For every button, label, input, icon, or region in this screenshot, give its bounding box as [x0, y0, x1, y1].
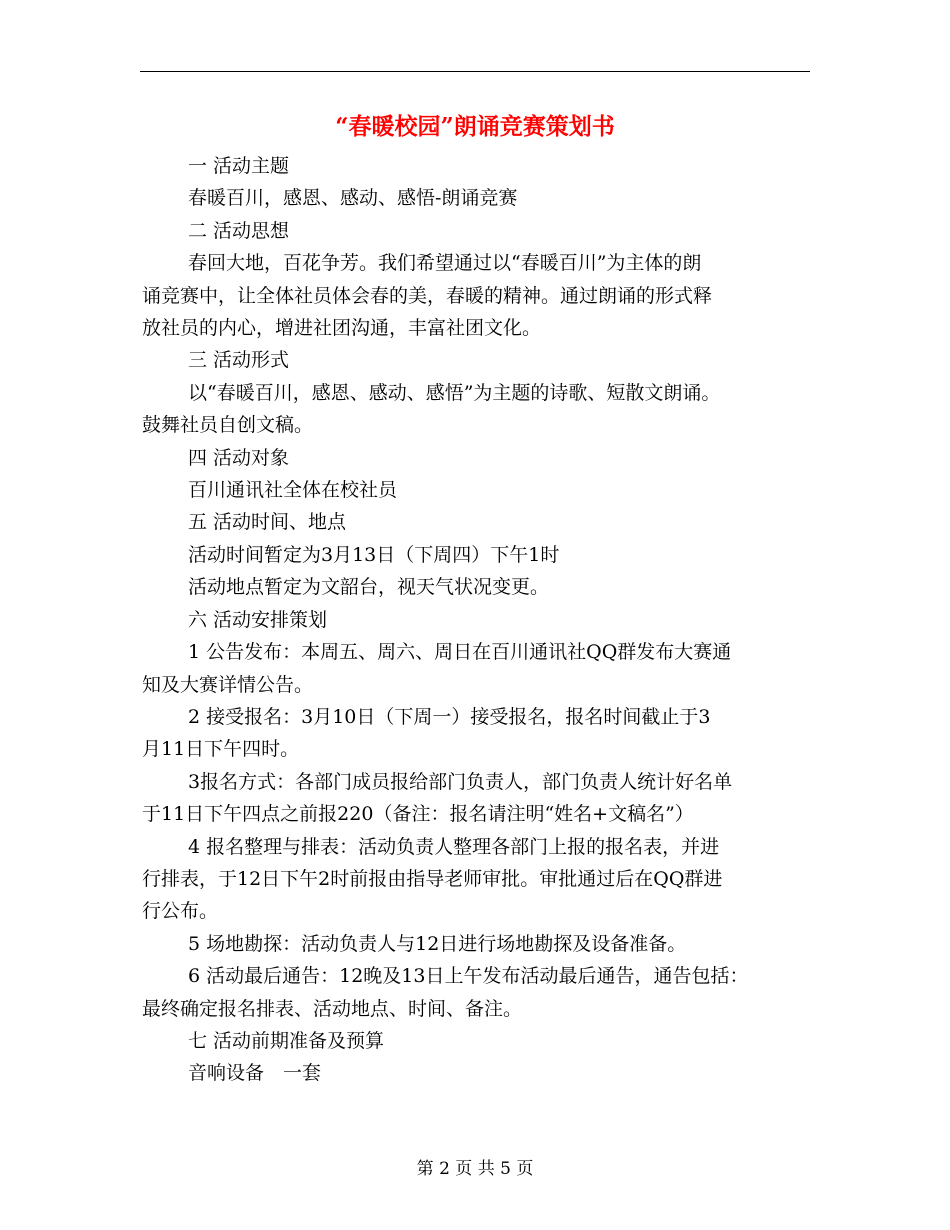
page-number: 第 2 页 共 5 页 — [416, 1159, 534, 1179]
text-line: 百川通讯社全体在校社员 — [188, 479, 398, 502]
text-line: 5 场地勘探：活动负责人与12日进行场地勘探及设备准备。 — [188, 932, 687, 955]
text-line: 五 活动时间、地点 — [188, 511, 347, 534]
document-body — [142, 150, 812, 1090]
text-line: 月11日下午四时。 — [142, 738, 300, 761]
text-line: 行公布。 — [142, 900, 219, 923]
text-line: 6 活动最后通告：12晚及13日上午发布活动最后通告，通告包括： — [188, 965, 749, 988]
text-line: 一 活动主题 — [188, 155, 290, 177]
text-line: 放社员的内心，增进社团沟通，丰富社团文化。 — [142, 317, 542, 340]
text-line: 3报名方式：各部门成员报给部门负责人，部门负责人统计好名单 — [188, 770, 733, 793]
text-line: 活动地点暂定为文韶台，视天气状况变更。 — [188, 576, 550, 599]
text-line: 六 活动安排策划 — [188, 608, 328, 631]
text-line: 1 公告发布：本周五、周六、周日在百川通讯社QQ群发布大赛通 — [188, 641, 732, 664]
text-line: 以“春暖百川，感恩、感动、感悟”为主题的诗歌、短散文朗诵。 — [188, 381, 721, 404]
text-line: 行排表，于12日下午2时前报由指导老师审批。审批通过后在QQ群进 — [142, 867, 723, 890]
text-line: 音响设备 一套 — [188, 1062, 322, 1085]
text-line: 三 活动形式 — [188, 349, 290, 372]
text-line: 春暖百川，感恩、感动、感悟-朗诵竞赛 — [188, 187, 518, 210]
text-line: 四 活动对象 — [188, 446, 290, 469]
text-line: 知及大赛详情公告。 — [142, 673, 314, 696]
text-line: 二 活动思想 — [188, 219, 290, 242]
text-line: 七 活动前期准备及预算 — [188, 1029, 385, 1052]
text-line: 活动时间暂定为3月13日（下周四）下午1时 — [188, 543, 560, 566]
text-line: 鼓舞社员自创文稿。 — [142, 414, 314, 437]
header-rule — [140, 71, 810, 72]
text-line: 诵竞赛中，让全体社员体会春的美，春暖的精神。通过朗诵的形式释 — [142, 284, 713, 307]
text-line: 于11日下午四点之前报220（备注：报名请注明“姓名+文稿名”） — [142, 803, 694, 826]
document-title: “春暖校园”朗诵竞赛策划书 — [335, 113, 615, 140]
text-line: 4 报名整理与排表：活动负责人整理各部门上报的报名表，并进 — [188, 835, 720, 858]
text-line: 2 接受报名：3月10日（下周一）接受报名，报名时间截止于3 — [188, 705, 711, 728]
text-line: 春回大地，百花争芳。我们希望通过以“春暖百川”为主体的朗 — [188, 252, 702, 275]
text-line: 最终确定报名排表、活动地点、时间、备注。 — [142, 997, 523, 1020]
